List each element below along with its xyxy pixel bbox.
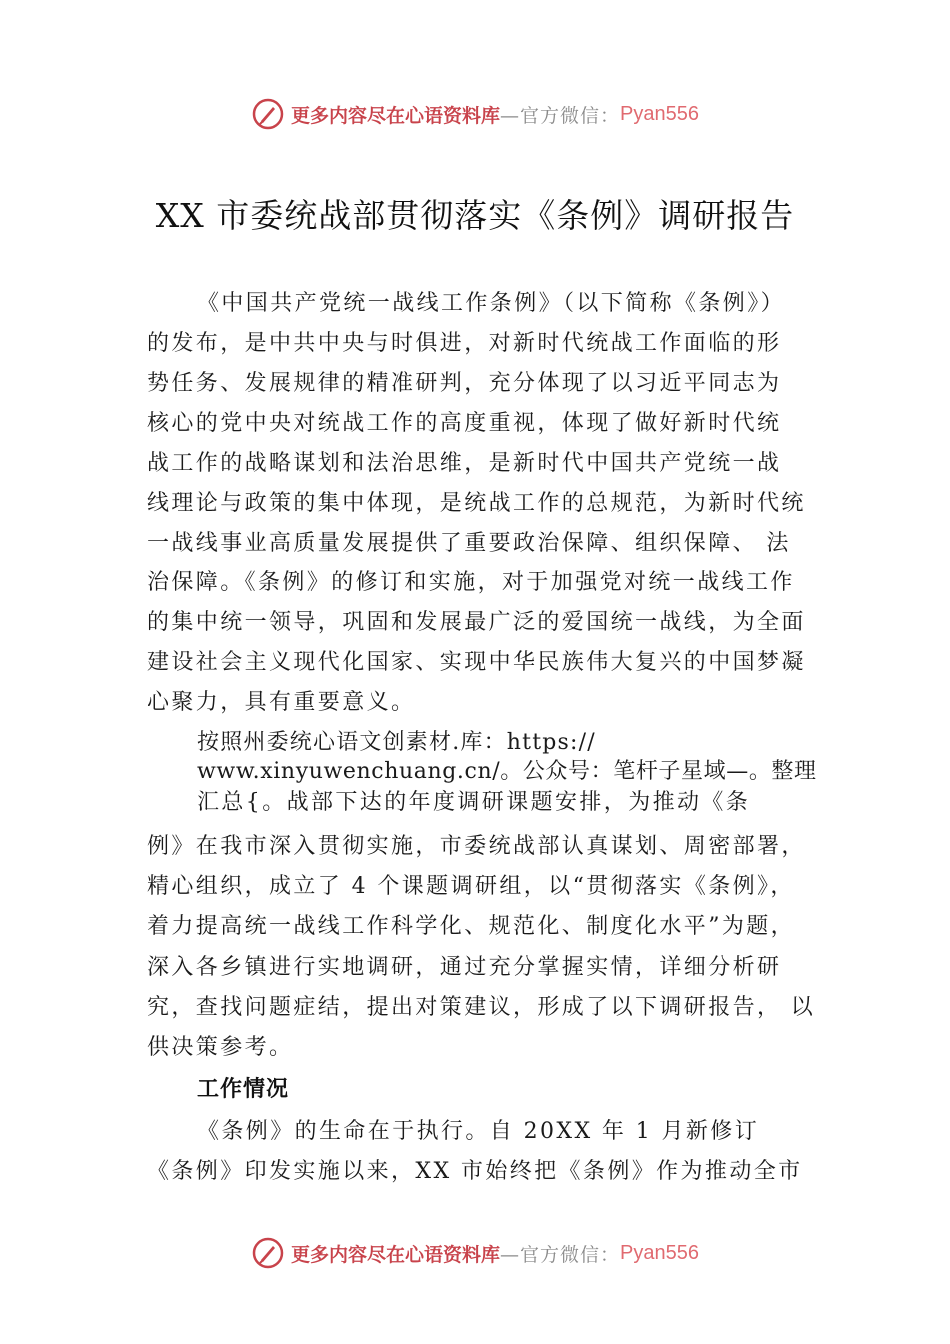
banner-wechat-id: Pyan556 [620, 1241, 699, 1264]
banner-main-text: 更多内容尽在心语资料库 [291, 104, 501, 127]
body-line: 例》在我市深入贯彻实施，市委统战部认真谋划、周密部署， [147, 834, 806, 859]
body-line: 核心的党中央对统战工作的高度重视，体现了做好新时代统 [147, 411, 782, 436]
body-line: 汇总{。战部下达的年度调研课题安排，为推动《条 [197, 790, 751, 815]
quill-logo-icon [251, 97, 285, 131]
body-line: 线理论与政策的集中体现，是统战工作的总规范，为新时代统 [147, 491, 806, 516]
body-line: 着力提高统一战线工作科学化、规范化、制度化水平”为题， [147, 914, 796, 939]
footer-banner [0, 1233, 950, 1273]
quill-logo-icon [251, 1236, 285, 1270]
body-line: 精心组织，成立了 4 个课题调研组，以“贯彻落实《条例》， [147, 874, 795, 899]
body-line: 势任务、发展规律的精准研判，充分体现了以习近平同志为 [147, 371, 782, 396]
header-banner [0, 94, 950, 134]
section-heading: 工作情况 [197, 1077, 290, 1102]
body-line: www.xinyuwenchuang.cn/。公众号：笔杆子星域—。整理 [197, 759, 817, 784]
body-line: 《条例》的生命在于执行。自 20XX 年 1 月新修订 [197, 1119, 760, 1144]
body-line: 一战线事业高质量发展提供了重要政治保障、组织保障、 法 [147, 531, 791, 556]
body-line: 究，查找问题症结，提出对策建议，形成了以下调研报告， 以 [147, 995, 816, 1020]
body-line: 建设社会主义现代化国家、实现中华民族伟大复兴的中国梦凝 [147, 650, 806, 675]
body-line: 按照州委统心语文创素材.库：https:// [197, 730, 596, 755]
body-line: 的集中统一领导，巩固和发展最广泛的爱国统一战线，为全面 [147, 610, 806, 635]
banner-sub-text: —官方微信： [500, 104, 621, 127]
body-line: 战工作的战略谋划和法治思维，是新时代中国共产党统一战 [147, 451, 782, 476]
banner-sub-text: —官方微信： [500, 1243, 621, 1266]
body-line: 供决策参考。 [147, 1035, 294, 1060]
document-title: XX 市委统战部贯彻落实《条例》调研报告 [155, 196, 795, 235]
body-line: 心聚力，具有重要意义。 [147, 690, 416, 715]
body-line: 《条例》印发实施以来，XX 市始终把《条例》作为推动全市 [147, 1159, 803, 1184]
banner-main-text: 更多内容尽在心语资料库 [291, 1243, 501, 1266]
banner-wechat-id: Pyan556 [620, 102, 699, 125]
body-line: 深入各乡镇进行实地调研，通过充分掌握实情，详细分析研 [147, 955, 782, 980]
body-line: 治保障。《条例》的修订和实施，对于加强党对统一战线工作 [147, 570, 795, 595]
body-line: 的发布，是中共中央与时俱进，对新时代统战工作面临的形 [147, 331, 782, 356]
body-line: 《中国共产党统一战线工作条例》（以下简称《条例》） [197, 291, 786, 316]
